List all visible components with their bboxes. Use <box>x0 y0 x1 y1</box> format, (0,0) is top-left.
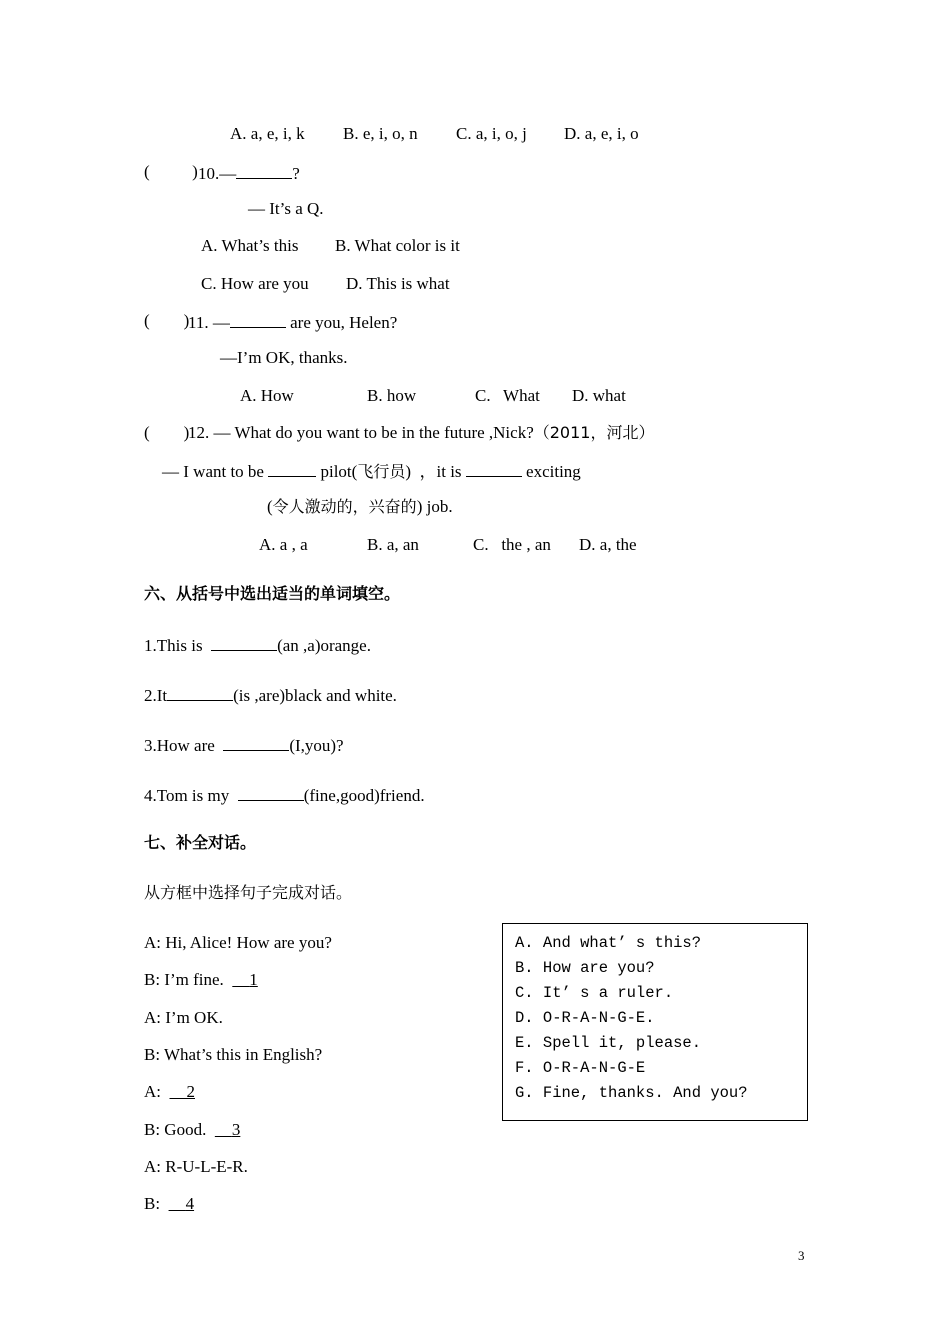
q12-option-b: B. a, an <box>367 535 419 554</box>
section6-item-1: 1.This is (an ,a)orange. <box>144 636 371 655</box>
dialog-blank-4: 4 <box>185 1194 195 1213</box>
q9-option-d: D. a, e, i, o <box>564 124 639 143</box>
q11-option-b: B. how <box>367 386 417 405</box>
q11-option-d: D. what <box>572 386 626 405</box>
q12-answer-paren: ( ) <box>144 423 190 442</box>
q10-option-c: C. How are you <box>201 274 309 293</box>
q12-blank-1 <box>268 460 316 477</box>
q10-reply: — It’s a Q. <box>248 199 324 218</box>
q12-option-c: C. the , an <box>473 535 551 554</box>
section7-title: 七、补全对话。 <box>144 833 257 852</box>
q10-option-a: A. What’s this <box>201 236 299 255</box>
q12-source: （2011，河北） <box>533 423 655 442</box>
q10-option-b: B. What color is it <box>335 236 460 255</box>
q11-blank <box>230 311 286 328</box>
options-box <box>502 923 808 1121</box>
q10-answer-paren: ( ) <box>144 162 198 181</box>
dialog-blank-3: 3 <box>231 1120 241 1139</box>
q12-blank-2 <box>466 460 522 477</box>
box-option-g: G. Fine, thanks. And you? <box>515 1084 748 1102</box>
box-option-c: C. It’ s a ruler. <box>515 984 674 1002</box>
q10-stem: 10.— ? <box>198 164 300 183</box>
q12-reply: — I want to be pilot(飞行员) ，it is exciting <box>162 462 581 481</box>
q11-stem: 11. — are you, Helen? <box>188 313 398 332</box>
page-number: 3 <box>798 1248 805 1263</box>
section6-item-4: 4.Tom is my (fine,good)friend. <box>144 786 425 805</box>
box-option-e: E. Spell it, please. <box>515 1034 702 1052</box>
box-option-a: A. And what’ s this? <box>515 934 702 952</box>
dialog-line-5: A: 2 <box>144 1082 195 1101</box>
q9-option-b: B. e, i, o, n <box>343 124 418 143</box>
dialog-line-6: B: Good. 3 <box>144 1120 241 1139</box>
dialog-line-1: A: Hi, Alice! How are you? <box>144 933 332 952</box>
box-option-b: B. How are you? <box>515 959 655 977</box>
q12-stem: 12. — What do you want to be in the future ,Nick?（2011，河北） <box>188 423 655 442</box>
dialog-blank-2: 2 <box>186 1082 195 1101</box>
dialog-line-3: A: I’m OK. <box>144 1008 223 1027</box>
q11-option-c: C. What <box>475 386 540 405</box>
box-option-d: D. O-R-A-N-G-E. <box>515 1009 655 1027</box>
q11-option-a: A. How <box>240 386 294 405</box>
box-option-f: F. O-R-A-N-G-E <box>515 1059 646 1077</box>
dialog-line-4: B: What’s this in English? <box>144 1045 323 1064</box>
q9-option-c: C. a, i, o, j <box>456 124 527 143</box>
q11-answer-paren: ( ) <box>144 311 190 330</box>
dialog-line-2: B: I’m fine. 1 <box>144 970 258 989</box>
q9-option-a: A. a, e, i, k <box>230 124 305 143</box>
q10-option-d: D. This is what <box>346 274 450 293</box>
dialog-line-7: A: R-U-L-E-R. <box>144 1157 248 1176</box>
q10-blank <box>236 162 292 179</box>
section7-instruction: 从方框中选择句子完成对话。 <box>144 883 353 902</box>
section6-item-2: 2.It (is ,are)black and white. <box>144 686 397 705</box>
q12-option-d: D. a, the <box>579 535 637 554</box>
q12-gloss: (令人激动的，兴奋的) job. <box>267 497 453 516</box>
section6-item-3: 3.How are (I,you)? <box>144 736 344 755</box>
dialog-blank-1: 1 <box>249 970 258 989</box>
q12-option-a: A. a , a <box>259 535 308 554</box>
section6-title: 六、从括号中选出适当的单词填空。 <box>144 584 401 603</box>
dialog-line-8: B: 4 <box>144 1194 195 1213</box>
q11-reply: —I’m OK, thanks. <box>220 348 348 367</box>
